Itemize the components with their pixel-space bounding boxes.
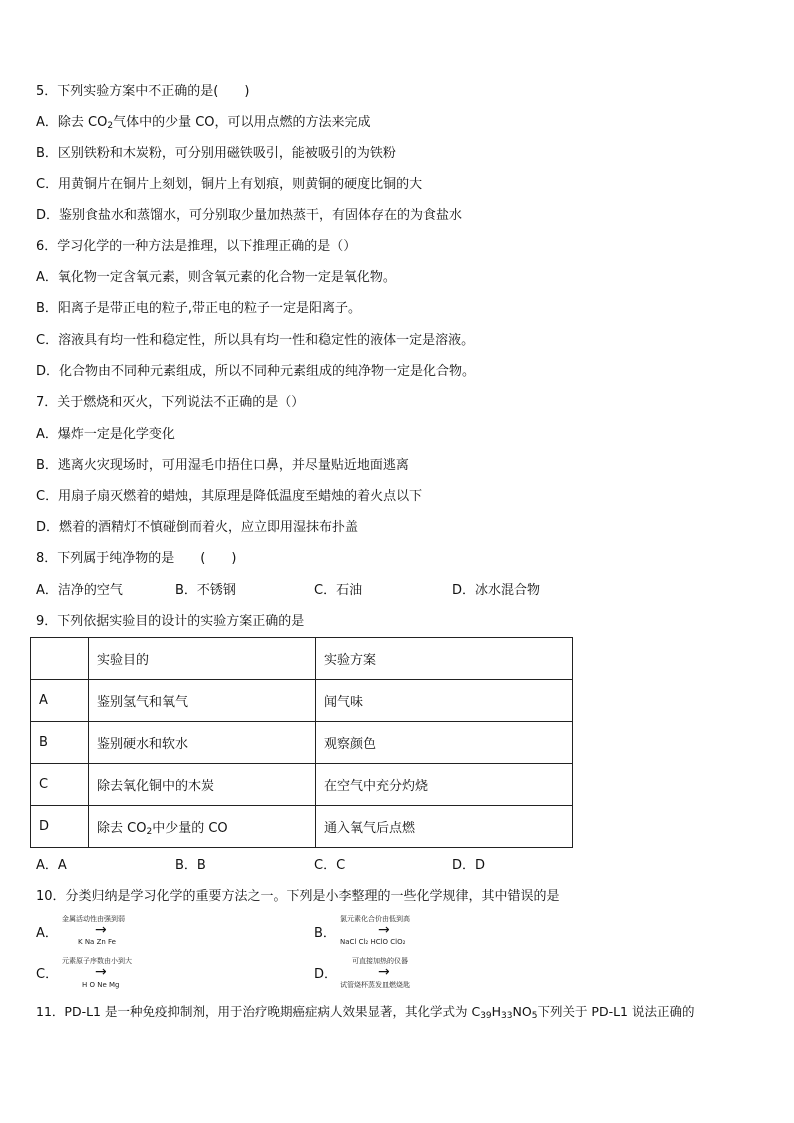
q6-option-d: D．化合物由不同种元素组成，所以不同种元素组成的纯净物一定是化合物。	[36, 364, 476, 379]
row-purpose	[89, 806, 316, 848]
q10-c-sequence: H O Ne Mg	[82, 981, 120, 989]
purpose-text: 除去 CO	[97, 821, 147, 836]
q9-option-d: D．D	[452, 858, 486, 873]
q11-stem	[36, 1003, 694, 1021]
row-plan: 闻气味	[316, 680, 573, 722]
q10-a-arrow-icon: →	[95, 922, 107, 938]
q10-d-sequence: 试管烧杯蒸发皿燃烧匙	[340, 981, 410, 989]
table-header-cell: 实验目的	[89, 638, 316, 680]
q10-d-caption: 可直接加热的仪器	[352, 957, 408, 965]
q6-option-b: B．阳离子是带正电的粒子,带正电的粒子一定是阳离子。	[36, 301, 362, 316]
purpose-subscript: 2	[146, 827, 153, 837]
q8-stem: 8．下列属于纯净物的是 ( )	[36, 551, 237, 566]
row-plan: 观察颜色	[316, 722, 573, 764]
q9-option-b: B．B	[175, 858, 206, 873]
q10-a-sequence: K Na Zn Fe	[78, 938, 116, 946]
q5-option-b: B．区别铁粉和木炭粉，可分别用磁铁吸引，能被吸引的为铁粉	[36, 146, 396, 161]
row-label: C	[31, 764, 89, 806]
table-row	[31, 680, 573, 722]
q5-a-subscript: 2	[107, 121, 114, 131]
row-label: B	[31, 722, 89, 764]
row-purpose: 鉴别氢气和氧气	[89, 680, 316, 722]
row-plan: 通入氧气后点燃	[316, 806, 573, 848]
q5-a-text-rest: 气体中的少量 CO，可以用点燃的方法来完成	[113, 115, 371, 130]
row-label: D	[31, 806, 89, 848]
q8-option-d: D．冰水混合物	[452, 583, 541, 598]
row-label: A	[31, 680, 89, 722]
q10-d-arrow-icon: →	[378, 964, 390, 980]
q11-sub-h: 33	[501, 1011, 513, 1021]
row-purpose: 鉴别硬水和软水	[89, 722, 316, 764]
row-plan: 在空气中充分灼烧	[316, 764, 573, 806]
q10-option-d-label: D．	[314, 967, 338, 982]
q10-option-c-label: C．	[36, 967, 59, 982]
q10-option-b-label: B．	[314, 926, 336, 941]
q10-b-sequence: NaCl Cl₂ HClO ClO₂	[340, 938, 406, 946]
q10-stem: 10．分类归纳是学习化学的重要方法之一。下列是小李整理的一些化学规律，其中错误的是	[36, 889, 560, 904]
q5-stem: 5．下列实验方案中不正确的是( )	[36, 84, 250, 99]
table-row	[31, 806, 573, 848]
q10-option-a-label: A．	[36, 926, 58, 941]
purpose-text-rest: 中少量的 CO	[152, 821, 228, 836]
q10-a-caption: 金属活动性由强到弱	[62, 915, 125, 923]
q10-c-arrow-icon: →	[95, 964, 107, 980]
q5-option-d: D．鉴别食盐水和蒸馏水，可分别取少量加热蒸干，有固体存在的为食盐水	[36, 208, 463, 223]
q10-c-caption: 元素原子序数由小到大	[62, 957, 132, 965]
q11-sub-c: 39	[480, 1011, 492, 1021]
q11-h: H	[491, 1004, 502, 1019]
q10-b-arrow-icon: →	[378, 922, 390, 938]
q6-stem: 6．学习化学的一种方法是推理，以下推理正确的是（）	[36, 239, 357, 254]
q6-option-a: A．氧化物一定含氧元素，则含氧元素的化合物一定是氧化物。	[36, 270, 396, 285]
table-header-row	[31, 638, 573, 680]
q11-no: NO	[512, 1004, 532, 1019]
q10-b-caption: 氯元素化合价由低到高	[340, 915, 410, 923]
q11-text: 11．PD-L1 是一种免疫抑制剂，用于治疗晚期癌症病人效果显著，其化学式为 C	[36, 1004, 481, 1019]
table-header-cell	[31, 638, 89, 680]
q7-option-d: D．燃着的酒精灯不慎碰倒而着火，应立即用湿抹布扑盖	[36, 520, 359, 535]
q7-option-c: C．用扇子扇灭燃着的蜡烛，其原理是降低温度至蜡烛的着火点以下	[36, 489, 423, 504]
q7-option-b: B．逃离火灾现场时，可用湿毛巾捂住口鼻，并尽量贴近地面逃离	[36, 458, 409, 473]
q5-a-text: A．除去 CO	[36, 115, 108, 130]
q8-option-b: B．不锈钢	[175, 583, 236, 598]
table-row	[31, 722, 573, 764]
table-header-cell: 实验方案	[316, 638, 573, 680]
q11-sub-o: 5	[531, 1011, 538, 1021]
q11-text-rest: 下列关于 PD-L1 说法正确的	[537, 1004, 695, 1019]
q8-option-a: A．洁净的空气	[36, 583, 123, 598]
q6-option-c: C．溶液具有均一性和稳定性，所以具有均一性和稳定性的液体一定是溶液。	[36, 333, 475, 348]
q9-option-a: A．A	[36, 858, 67, 873]
q8-option-c: C．石油	[314, 583, 363, 598]
q9-option-c: C．C	[314, 858, 346, 873]
table-row	[31, 764, 573, 806]
q5-option-c: C．用黄铜片在铜片上刻划，铜片上有划痕，则黄铜的硬度比铜的大	[36, 177, 423, 192]
q9-stem: 9．下列依据实验目的设计的实验方案正确的是	[36, 614, 305, 629]
experiment-table	[30, 637, 573, 848]
q7-option-a: A．爆炸一定是化学变化	[36, 427, 175, 442]
q5-option-a	[36, 114, 371, 132]
q7-stem: 7．关于燃烧和灭火，下列说法不正确的是（）	[36, 395, 305, 410]
row-purpose: 除去氧化铜中的木炭	[89, 764, 316, 806]
